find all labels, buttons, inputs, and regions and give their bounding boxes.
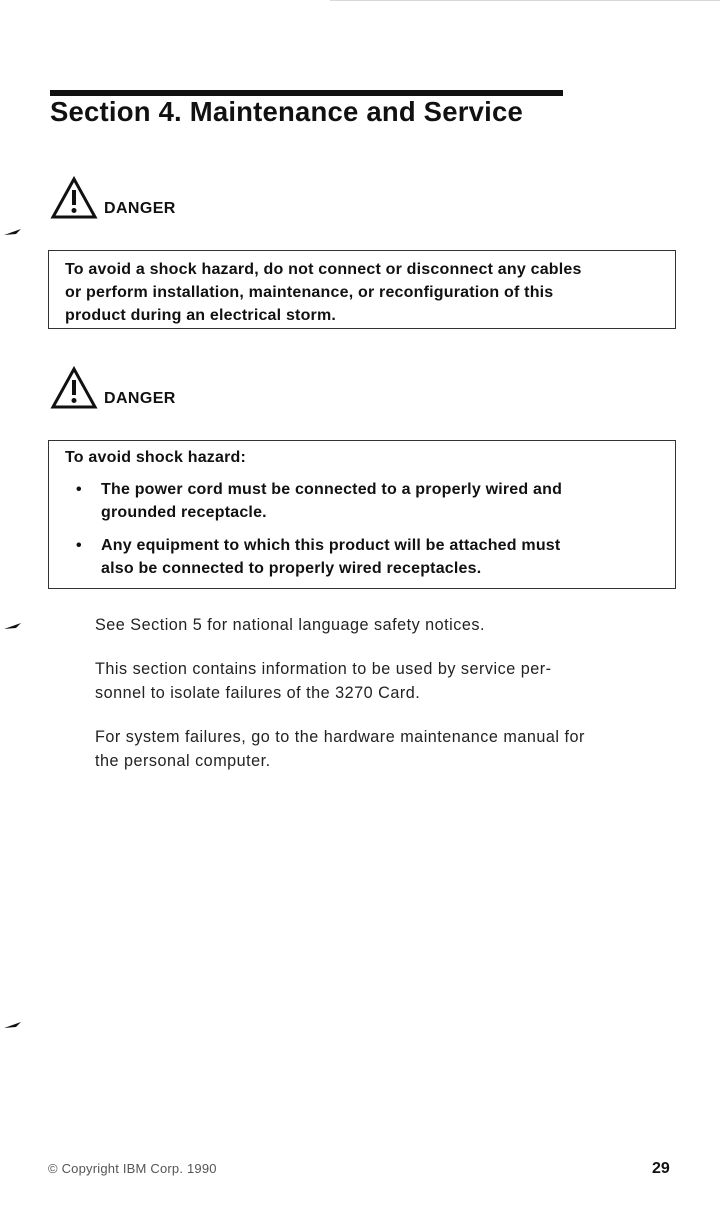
danger-heading-1 [50,176,176,220]
paragraph-line: This section contains information to be used by service per- [95,660,552,678]
notice-heading: To avoid shock hazard: [65,449,247,466]
danger-label: DANGER [104,200,176,217]
warning-triangle-icon [50,366,98,410]
paragraph-line: the personal computer. [95,751,271,770]
revision-mark-icon [4,228,22,236]
paragraph-line: See Section 5 for national language safety notices. [95,616,485,634]
paragraph-line: For system failures, go to the hardware maintenance manual for [95,728,585,746]
paragraph-section-purpose [95,658,685,705]
notice-line: product during an electrical storm. [65,307,337,324]
paragraph-safety-notices [95,614,685,638]
notice-bullet [65,479,675,524]
bullet-line: also be connected to properly wired receptacles. [101,559,482,577]
danger-label: DANGER [104,390,176,407]
danger-notice-box-1 [48,250,676,329]
revision-mark-icon [4,622,22,630]
paragraph-line: sonnel to isolate failures of the 3270 Card. [95,683,421,702]
revision-mark-icon [4,1021,22,1029]
notice-bullet-list [65,479,675,580]
notice-bullet [65,535,675,580]
danger-heading-2 [50,366,176,410]
paragraph-system-failures [95,726,685,773]
section-title: Section 4. Maintenance and Service [50,96,523,127]
top-edge-rule [330,0,720,1]
bullet-line: The power cord must be connected to a properly wired and [101,481,563,498]
danger-notice-box-2 [48,440,676,589]
notice-line: To avoid a shock hazard, do not connect or disconnect any cables [65,261,582,278]
bullet-line: grounded receptacle. [101,503,267,521]
warning-triangle-icon [50,176,98,220]
bullet-line: Any equipment to which this product will be attached must [101,537,561,554]
copyright-notice: © Copyright IBM Corp. 1990 [48,1161,217,1176]
page-number: 29 [652,1160,670,1177]
notice-line: or perform installation, maintenance, or reconfiguration of this [65,284,554,301]
